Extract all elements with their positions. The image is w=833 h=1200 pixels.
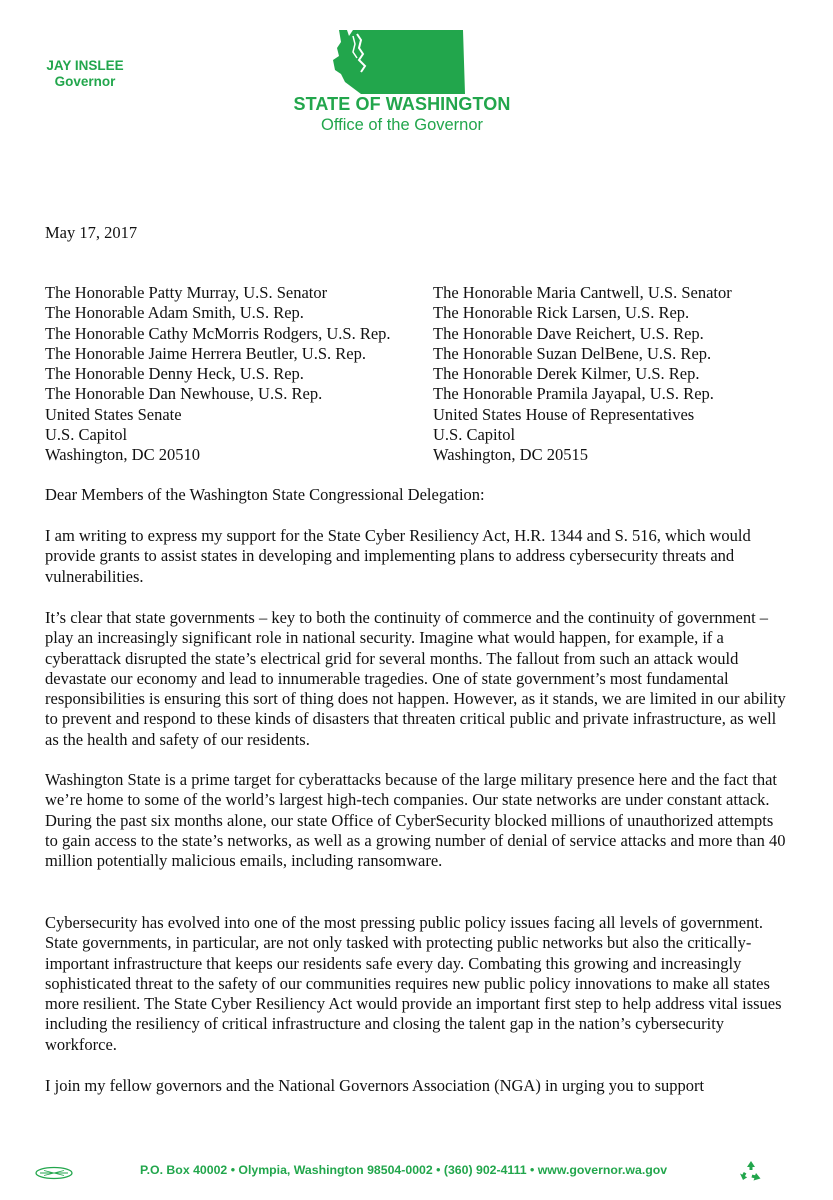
recycle-icon	[738, 1158, 764, 1184]
paragraph-text: Washington State is a prime target for cyberattacks because of the large military presence here and the fact that we’re home to some of the world’s largest high-tech companies. Our state networks are under constant attack. During the past six months alone, our state Office of CyberSecurity blocked millions of unauthorized attempts to gain access to the state’s networks, as well as a growing number of denial of service attacks and more than 40 million potentially malicious emails, including ransomware.	[45, 770, 786, 871]
office-heading	[282, 93, 522, 135]
governor-title: Governor	[54, 74, 116, 89]
recipient-line: The Honorable Dave Reichert, U.S. Rep.	[433, 323, 704, 343]
recipient-line: United States House of Representatives	[433, 404, 695, 424]
recipient-line: United States Senate	[45, 404, 182, 424]
paragraph-text: It’s clear that state governments – key to both the continuity of commerce and the continuity of government – play an increasingly significant role in national security. Imagine what would happen, for example, if a cyberattack disrupted the state’s electrical grid for several months. The fallout from such an attack would devastate our economy and lead to innumerable tragedies. One of state government’s most fundamental responsibilities is ensuring this sort of thing does not happen. However, as it stands, we are limited in our ability to prevent and respond to these kinds of disasters that threaten critical public and private infrastructure, as well as the health and safety of our residents.	[45, 608, 786, 749]
body-paragraph	[45, 608, 790, 750]
footer-contact: P.O. Box 40002 • Olympia, Washington 98504-0002 • (360) 902-4111 • www.governor.wa.gov	[140, 1163, 668, 1177]
recipient-line: The Honorable Adam Smith, U.S. Rep.	[45, 303, 304, 323]
letter-date: May 17, 2017	[45, 223, 138, 242]
recipient-line: U.S. Capitol	[433, 425, 516, 445]
recipient-line: The Honorable Derek Kilmer, U.S. Rep.	[433, 364, 700, 384]
recipient-line: The Honorable Jaime Herrera Beutler, U.S. Rep.	[45, 343, 366, 363]
recipient-line: The Honorable Cathy McMorris Rodgers, U.S. Rep.	[45, 323, 391, 343]
recipient-line: Washington, DC 20510	[45, 445, 200, 465]
recipients-right	[433, 283, 732, 466]
recipient-line: The Honorable Patty Murray, U.S. Senator	[45, 283, 328, 302]
recipients-left	[45, 283, 391, 466]
recipient-line: The Honorable Rick Larsen, U.S. Rep.	[433, 303, 690, 323]
recipient-line: Washington, DC 20515	[433, 445, 588, 465]
recipient-line: The Honorable Suzan DelBene, U.S. Rep.	[433, 343, 712, 363]
recipient-line: The Honorable Denny Heck, U.S. Rep.	[45, 364, 304, 384]
recipient-line: The Honorable Dan Newhouse, U.S. Rep.	[45, 384, 323, 404]
body-paragraph	[45, 770, 790, 871]
body-paragraph	[45, 526, 790, 587]
washington-state-map-icon	[331, 26, 471, 98]
recipient-line: The Honorable Pramila Jayapal, U.S. Rep.	[433, 384, 714, 404]
body-paragraph	[45, 1076, 790, 1096]
salutation: Dear Members of the Washington State Congressional Delegation:	[45, 485, 485, 504]
body-paragraph	[45, 913, 790, 1055]
recipient-line: The Honorable Maria Cantwell, U.S. Senator	[433, 283, 732, 302]
governor-name: JAY INSLEE	[46, 58, 124, 73]
state-emblem-icon	[34, 1166, 74, 1180]
governor-block	[44, 58, 126, 90]
recipient-line: U.S. Capitol	[45, 425, 128, 445]
paragraph-text: I am writing to express my support for the State Cyber Resiliency Act, H.R. 1344 and S. 516, which would provide grants to assist states in developing and implementing plans to address cybersecurity threats and vulnerabilities.	[45, 526, 751, 586]
paragraph-text: I join my fellow governors and the National Governors Association (NGA) in urging you to support	[45, 1076, 705, 1095]
paragraph-text: Cybersecurity has evolved into one of the most pressing public policy issues facing all levels of government. State governments, in particular, are not only tasked with protecting public networks but also the critically-important infrastructure that keeps our residents safe every day. Combating this growing and increasingly sophisticated threat to the safety of our communities requires new public policy innovations to make all states more resilient. The State Cyber Resiliency Act would provide an important first step to help address vital issues including the resiliency of critical infrastructure and closing the talent gap in the nation’s cybersecurity workforce.	[45, 913, 782, 1054]
state-name: STATE OF WASHINGTON	[293, 94, 511, 114]
office-name: Office of the Governor	[320, 116, 484, 134]
